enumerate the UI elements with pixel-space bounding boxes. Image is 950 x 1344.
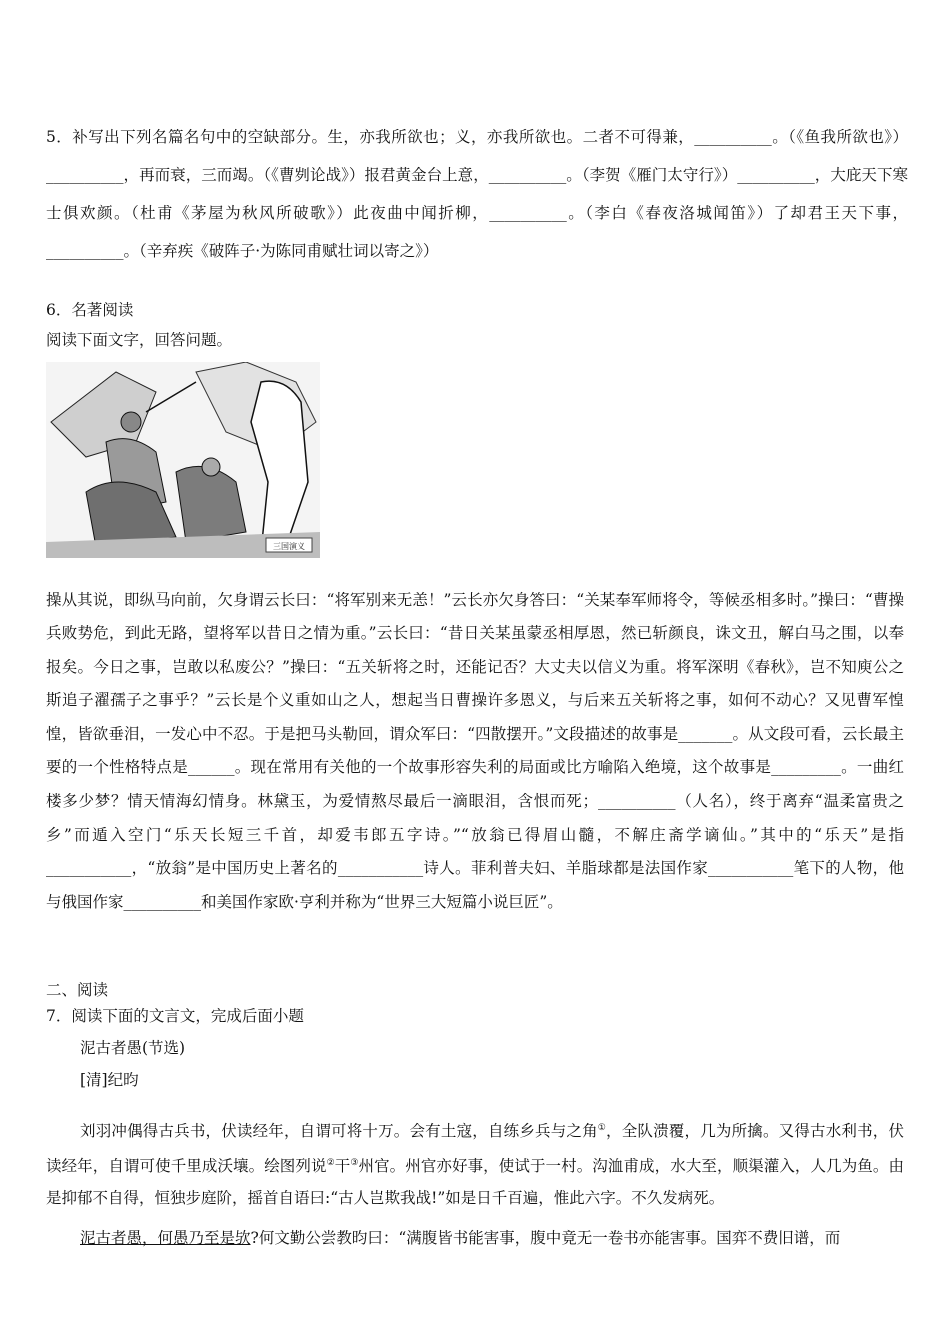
footnote-marker: ① — [597, 1122, 607, 1133]
footnote-marker: ③ — [350, 1157, 359, 1168]
passage-paragraph-1 — [46, 1112, 904, 1214]
question-6-intro: 阅读下面文字，回答问题。 — [46, 331, 233, 349]
passage-text: ，全队溃覆，几为所擒。又得古水利书，伏读经年，自谓可使千里成沃壤。绘图列说 — [46, 1121, 904, 1175]
illustration-battle-scene — [46, 362, 320, 558]
question-5: 5．补写出下列名篇名句中的空缺部分。生，亦我所欲也；义，亦我所欲也。二者不可得兼，__________。（《鱼我所欲也》）__________，再而衰，三而竭。（《曹刿论战》）报君黄金台上意，__________。（李贺《雁门太守行》）__________，大庇天下寒士俱欢颜。（杜甫《茅屋为秋风所破歌》）此夜曲中闻折柳，__________。（李白《春夜洛城闻笛》）了却君王天下事，__________。（辛弃疾《破阵子·为陈同甫赋壮词以寄之》） — [46, 128, 908, 260]
passage-text: 干 — [334, 1156, 351, 1175]
question-6-body: 操从其说，即纵马向前，欠身谓云长曰：“将军别来无恙！”云长亦欠身答曰：“关某奉军师将令，等候丞相多时。”操曰：“曹操兵败势危，到此无路，望将军以昔日之情为重。”云长曰：“昔日关某虽蒙丞相厚恩，然已斩颜良，诛文丑，解白马之围，以奉报矣。今日之事，岂敢以私废公？”操曰：“五关斩将之时，还能记否？大丈夫以信义为重。将军深明《春秋》，岂不知庾公之斯追子濯孺子之事乎？”云长是个义重如山之人，想起当日曹操许多恩义，与后来五关斩将之事，如何不动心？又见曹军惶惶，皆欲垂泪，一发心中不忍。于是把马头勒回，谓众军曰：“四散摆开。”文段描述的故事是_______。从文段可看，云长最主要的一个性格特点是______。现在常用有关他的一个故事形容失利的局面或比方喻陷入绝境，这个故事是_________。一曲红楼多少梦？情天情海幻情身。林黛玉，为爱情熬尽最后一滴眼泪，含恨而死；__________（人名），终于离弃“温柔富贵之乡”而遁入空门“乐天长短三千首，却爱韦郎五字诗。”“放翁已得眉山髓，不解庄斋学谪仙。”其中的“乐天”是指___________，“放翁”是中国历史上著名的___________诗人。菲利普夫妇、羊脂球都是法国作家___________笔下的人物，他与俄国作家__________和美国作家欧·亨利并称为“世界三大短篇小说巨匠”。 — [46, 590, 904, 911]
passage-paragraph-2 — [46, 1224, 904, 1252]
passage-text: 刘羽冲偶得古兵书，伏读经年，自谓可将十万。会有土寇，自练乡兵与之角 — [80, 1121, 598, 1140]
question-7-title: 7．阅读下面的文言文，完成后面小题 — [46, 1007, 304, 1025]
passage-author: [清]纪昀 — [80, 1071, 139, 1089]
underlined-sentence: 泥古者愚，何愚乃至是欤 — [80, 1228, 251, 1247]
passage-text: ?何文勤公尝教昀曰：“满腹皆书能害事，腹中竟无一卷书亦能害事。国弈不费旧谱，而 — [250, 1228, 841, 1247]
passage-text: 州官。州官亦好事，使试于一村。沟洫甫成，水大至，顺渠灌入，人几为鱼。由是抑郁不自得，恒独步庭阶，摇首自语曰:“古人岂欺我战!”如是日千百遍，惟此六字。不久发病死。 — [46, 1156, 904, 1207]
question-6-title: 6．名著阅读 — [46, 301, 134, 319]
illustration-caption: 三国演义 — [273, 542, 305, 551]
passage-title: 泥古者愚(节选) — [80, 1039, 186, 1057]
section-heading: 二、阅读 — [46, 981, 109, 999]
footnote-marker: ② — [326, 1157, 335, 1168]
